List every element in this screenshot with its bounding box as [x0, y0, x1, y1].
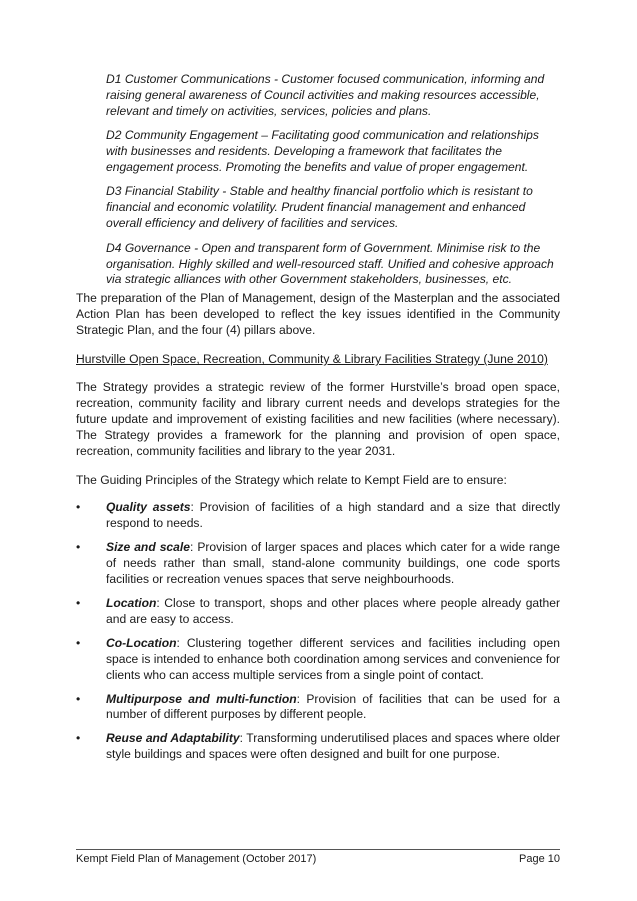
- principle-text: : Clustering together different services and facilities including open space is intended to enhance both coordination among services and convenience for clients who can access multiple services from a single point of contact.: [106, 635, 560, 682]
- principle-text: : Provision of facilities of a high standard and a size that directly respond to needs.: [106, 500, 560, 531]
- principle-text: : Close to transport, shops and other places where people already gather and are easy to access.: [106, 595, 560, 626]
- page-footer: [76, 853, 560, 865]
- list-item: [76, 500, 560, 532]
- bullet-icon: •: [76, 540, 81, 555]
- principles-intro: The Guiding Principles of the Strategy which relate to Kempt Field are to ensure:: [76, 472, 507, 487]
- bullet-icon: •: [76, 731, 81, 746]
- principle-term: Reuse and Adaptability: [106, 731, 240, 746]
- list-item: [76, 692, 560, 724]
- principle-term: Quality assets: [106, 500, 191, 515]
- pillar-d4: D4 Governance - Open and transparent form of Government. Minimise risk to the organisation. Highly skilled and well-resourced staff. Unified and cohesive approach via strategic alliances with other Government stakeholders, businesses, etc.: [106, 240, 554, 287]
- list-item: [76, 596, 560, 628]
- principles-list: [76, 500, 560, 763]
- principle-text: : Provision of larger spaces and places which cater for a wide range of needs rather than small, stand-alone community buildings, one code sports facilities or recreation venues spaces that serve neighbourhoods.: [106, 540, 560, 587]
- bullet-icon: •: [76, 635, 81, 650]
- principle-text: : Transforming underutilised places and spaces where older style buildings and spaces were often designed and built for one purpose.: [106, 731, 560, 762]
- bullet-icon: •: [76, 500, 81, 515]
- footer-divider: [76, 849, 560, 850]
- principle-term: Location: [106, 595, 157, 610]
- pillar-d1: D1 Customer Communications - Customer focused communication, informing and raising general awareness of Council activities and making resources accessible, relevant and timely on activities, services, policies and plans.: [106, 72, 545, 118]
- principle-term: Multipurpose and multi-function: [106, 691, 297, 706]
- bullet-icon: •: [76, 595, 81, 610]
- list-item: [76, 731, 560, 763]
- principle-term: Size and scale: [106, 540, 190, 555]
- principle-text: : Provision of facilities that can be used for a number of different purposes by different people.: [106, 691, 560, 722]
- preparation-paragraph: The preparation of the Plan of Management, design of the Masterplan and the associated Action Plan has been developed to reflect the key issues identified in the Community Strategic Plan, and the four (4) pillars above.: [76, 291, 560, 338]
- bullet-icon: •: [76, 691, 81, 706]
- pillar-d2: D2 Community Engagement – Facilitating good communication and relationships with businesses and residents. Developing a framework that facilitates the engagement process. Promoting the benefits and value of proper engagement.: [106, 128, 539, 175]
- document-page: [76, 72, 560, 771]
- strategy-paragraph: The Strategy provides a strategic review of the former Hurstville’s broad open space, recreation, community facility and library current needs and develops strategies for the future update and improvement of existing facilities and new facilities (where necessary). The Strategy provides a framework for the planning and provision of open space, recreation, community facilities and library to the year 2031.: [76, 380, 560, 458]
- footer-page-number: Page 10: [519, 853, 560, 865]
- strategy-heading: Hurstville Open Space, Recreation, Community & Library Facilities Strategy (June 2010): [76, 352, 548, 367]
- pillars-list: [106, 72, 560, 288]
- list-item: [76, 636, 560, 684]
- pillar-d3: D3 Financial Stability - Stable and healthy financial portfolio which is resistant to financial and economic volatility. Prudent financial management and enhanced overall efficiency and delivery of facilities and services.: [106, 184, 533, 231]
- principle-term: Co-Location: [106, 635, 177, 650]
- footer-document-title: Kempt Field Plan of Management (October 2017): [76, 853, 317, 865]
- list-item: [76, 540, 560, 588]
